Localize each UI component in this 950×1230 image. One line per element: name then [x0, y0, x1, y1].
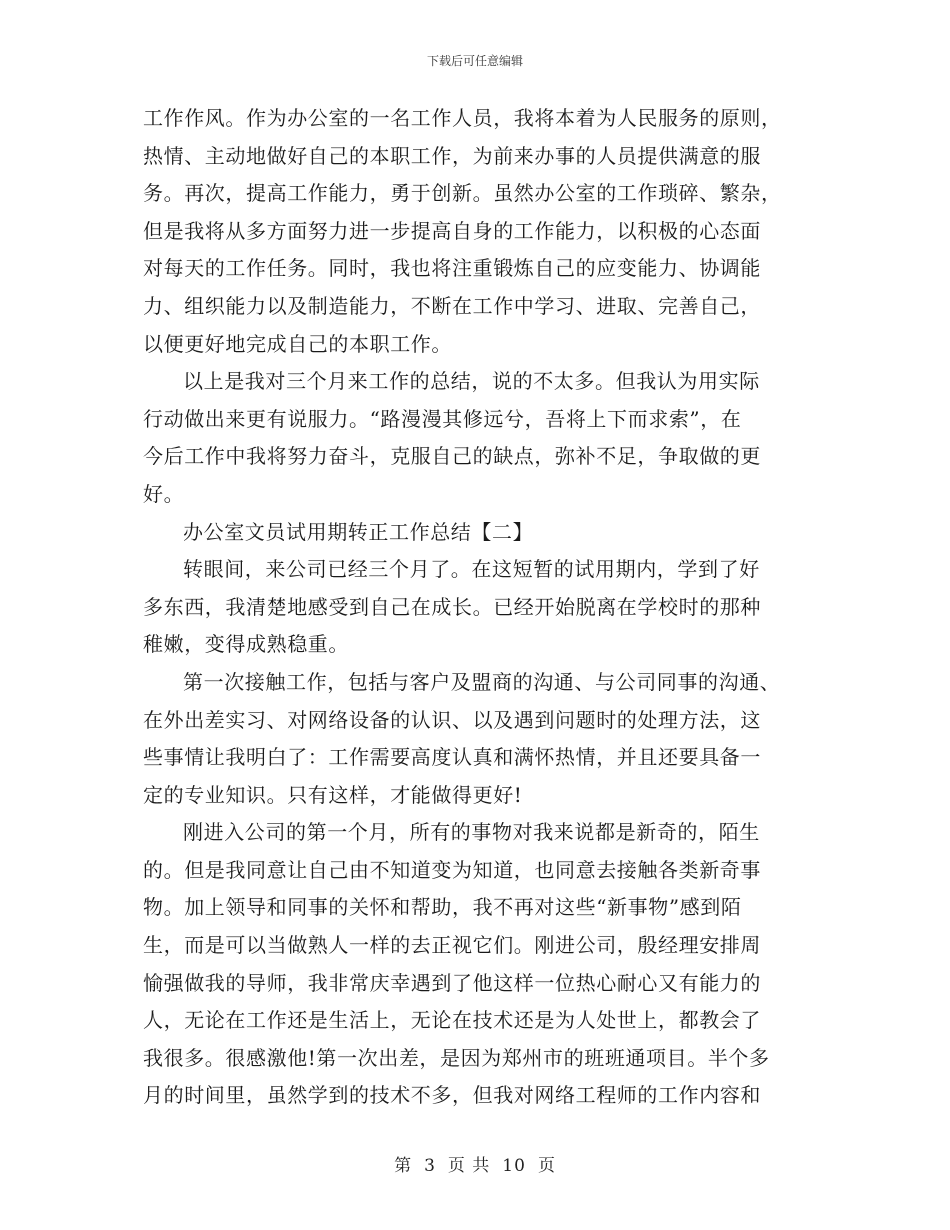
text-line: 务。再次，提高工作能力，勇于创新。虽然办公室的工作琐碎、繁杂， [143, 181, 782, 206]
footer-prefix: 第 [394, 1156, 413, 1176]
text-line: 在外出差实习、对网络设备的认识、以及遇到问题时的处理方法，这 [143, 707, 761, 732]
text-line: 的。但是我同意让自己由不知道变为知道，也同意去接触各类新奇事 [143, 857, 761, 882]
footer-suffix: 页 [537, 1156, 556, 1176]
total-page-count: 10 [502, 1156, 526, 1176]
section-heading: 办公室文员试用期转正工作总结【二】 [183, 519, 534, 544]
text-line: 力、组织能力以及制造能力，不断在工作中学习、进取、完善自己， [143, 293, 761, 318]
text-line: 定的专业知识。只有这样，才能做得更好! [143, 782, 523, 807]
text-line: 物。加上领导和同事的关怀和帮助，我不再对这些“新事物”感到陌 [143, 895, 742, 920]
paragraph-start-line: 转眼间，来公司已经三个月了。在这短暂的试用期内，学到了好 [183, 557, 760, 582]
text-line: 对每天的工作任务。同时，我也将注重锻炼自己的应变能力、协调能 [143, 256, 761, 281]
text-line: 人，无论在工作还是生活上，无论在技术还是为人处世上，都教会了 [143, 1008, 761, 1033]
text-line: 多东西，我清楚地感受到自己在成长。已经开始脱离在学校时的那种 [143, 594, 761, 619]
page-footer [0, 1151, 950, 1176]
paragraph-start-line: 第一次接触工作，包括与客户及盟商的沟通、与公司同事的沟通、 [183, 669, 781, 694]
text-line: 以便更好地完成自己的本职工作。 [143, 331, 452, 356]
text-line: 稚嫩，变得成熟稳重。 [143, 632, 349, 657]
text-line: 工作作风。作为办公室的一名工作人员，我将本着为人民服务的原则， [143, 106, 782, 130]
paragraph-start-line: 以上是我对三个月来工作的总结，说的不太多。但我认为用实际 [183, 369, 760, 394]
text-line: 我很多。很感激他!第一次出差，是因为郑州市的班班通项目。半个多 [143, 1045, 770, 1070]
current-page-number: 3 [424, 1156, 436, 1176]
document-body [143, 100, 808, 1115]
text-line: 但是我将从多方面努力进一步提高自身的工作能力，以积极的心态面 [143, 218, 761, 243]
text-line: 行动做出来更有说服力。“路漫漫其修远兮，吾将上下而求索”，在 [143, 406, 742, 431]
text-line: 些事情让我明白了：工作需要高度认真和满怀热情，并且还要具备一 [143, 745, 761, 770]
paragraph-start-line: 刚进入公司的第一个月，所有的事物对我来说都是新奇的，陌生 [183, 820, 760, 845]
text-line: 热情、主动地做好自己的本职工作，为前来办事的人员提供满意的服 [143, 143, 761, 168]
text-line: 好。 [143, 481, 185, 506]
footer-mid: 页 共 [447, 1156, 491, 1176]
page-header: 下载后可任意编辑 [426, 54, 523, 68]
text-line: 今后工作中我将努力奋斗，克服自己的缺点，弥补不足，争取做的更 [143, 444, 761, 469]
text-line: 月的时间里，虽然学到的技术不多，但我对网络工程师的工作内容和 [143, 1083, 761, 1108]
text-line: 愉强做我的导师，我非常庆幸遇到了他这样一位热心耐心又有能力的 [143, 970, 761, 995]
text-line: 生，而是可以当做熟人一样的去正视它们。刚进公司，殷经理安排周 [143, 933, 761, 958]
